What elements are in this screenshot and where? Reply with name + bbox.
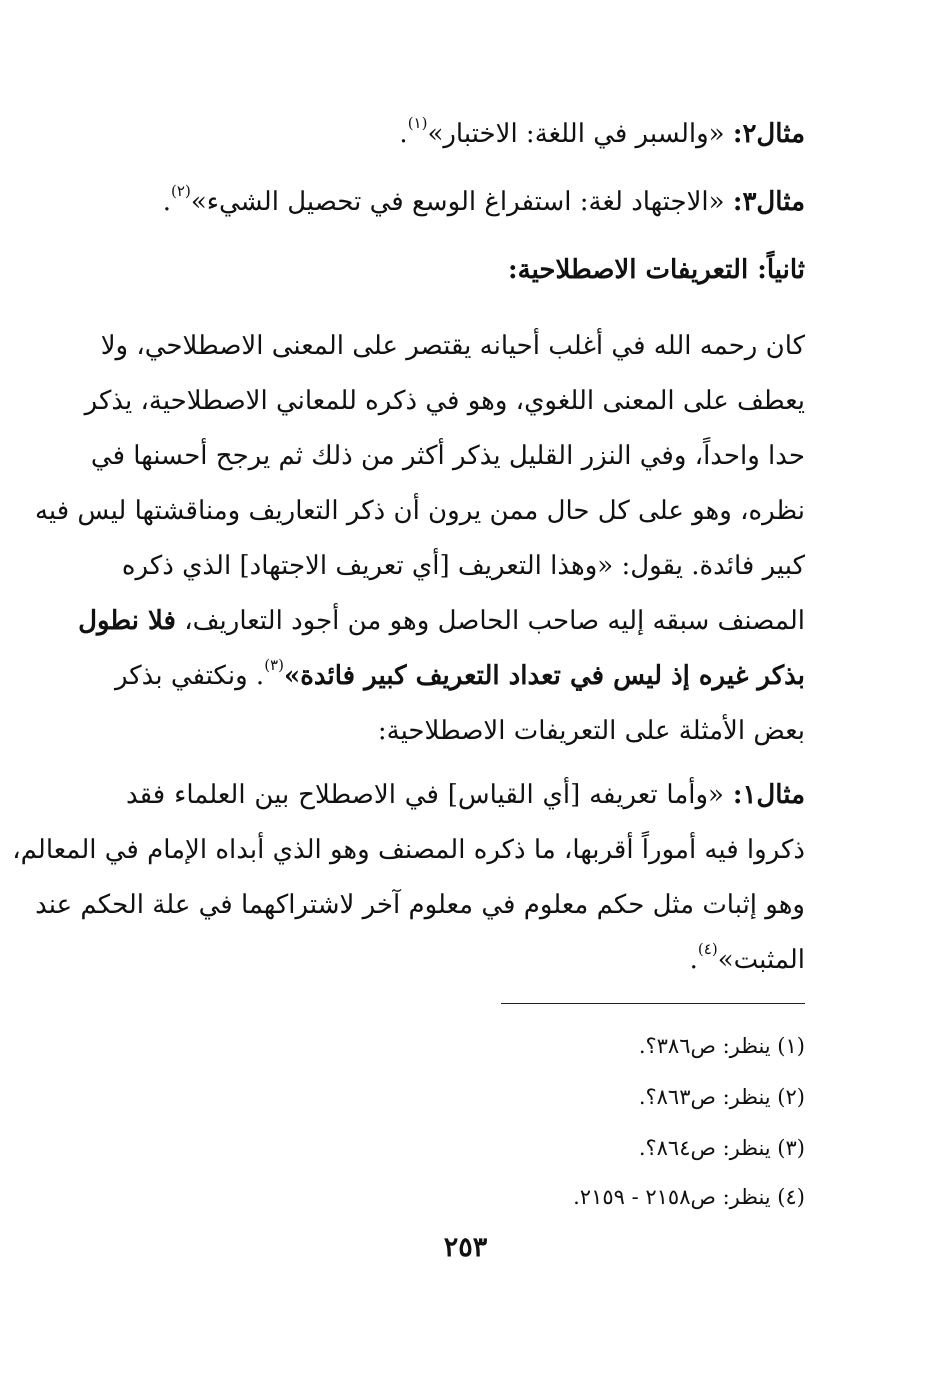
example-text: «والسبر في اللغة: الاختبار» bbox=[427, 119, 733, 149]
example-text: «الاجتهاد لغة: استفراغ الوسع في تحصيل الشيء» bbox=[190, 187, 733, 217]
example-1-line bbox=[126, 775, 805, 815]
paragraph-line bbox=[78, 601, 805, 641]
example-label: مثال٢ bbox=[742, 119, 805, 149]
example-sep: : bbox=[732, 780, 743, 810]
paragraph-text: المصنف سبقه إليه صاحب الحاصل وهو من أجود التعاريف، bbox=[175, 606, 805, 636]
footnote: (١) ينظر: ص٣٨٦؟. bbox=[638, 1034, 805, 1058]
example-tail: . bbox=[162, 187, 172, 217]
footnote-separator bbox=[501, 1003, 805, 1004]
paragraph-line: حدا واحداً، وفي النزر القليل يذكر أكثر من ذلك ثم يرجح أحسنها في bbox=[90, 441, 805, 471]
footnote-ref: (٣) bbox=[264, 656, 284, 675]
example-1-line: وهو إثبات مثل حكم معلوم في معلوم آخر لاشتراكهما في علة الحكم عند bbox=[35, 890, 805, 920]
paragraph-line bbox=[114, 656, 805, 696]
example-sep: : bbox=[732, 119, 743, 149]
footnote: (٢) ينظر: ص٨٦٣؟. bbox=[638, 1085, 805, 1109]
paragraph-line: يعطف على المعنى اللغوي، وهو في ذكره للمعاني الاصطلاحية، يذكر bbox=[84, 386, 805, 416]
example-1-line: ذكروا فيه أموراً أقربها، ما ذكره المصنف وهو الذي أبداه الإمام في المعالم، bbox=[12, 835, 805, 865]
paragraph-line: كبير فائدة. يقول: «وهذا التعريف [أي تعريف الاجتهاد] الذي ذكره bbox=[121, 551, 805, 581]
section-heading: ثانياً: التعريفات الاصطلاحية: bbox=[508, 255, 805, 285]
example-label: مثال١ bbox=[742, 780, 805, 810]
footnote: (٣) ينظر: ص٨٦٤؟. bbox=[638, 1136, 805, 1160]
example-2-line bbox=[126, 114, 805, 154]
paragraph-line: نظره، وهو على كل حال ممن يرون أن ذكر التعاريف ومناقشتها ليس فيه bbox=[34, 496, 805, 526]
paragraph-emphasis: بذكر غيره إذ ليس في تعداد التعريف كبير فائدة» bbox=[283, 661, 805, 691]
footnote-ref: (٤) bbox=[697, 940, 718, 959]
example-label: مثال٣ bbox=[742, 187, 805, 217]
paragraph-text: . ونكتفي بذكر bbox=[114, 661, 265, 691]
page-number: ٢٥٣ bbox=[443, 1232, 488, 1263]
example-tail: . bbox=[399, 119, 408, 149]
paragraph-emphasis: فلا نطول bbox=[78, 606, 176, 636]
footnote-ref: (١) bbox=[407, 114, 428, 133]
footnote-ref: (٢) bbox=[171, 182, 191, 201]
paragraph-line: بعض الأمثلة على التعريفات الاصطلاحية: bbox=[377, 716, 805, 746]
example-sep: : bbox=[732, 187, 743, 217]
example-text: المثبت» bbox=[717, 945, 805, 975]
example-tail: . bbox=[689, 945, 698, 975]
example-1-line bbox=[126, 940, 805, 980]
example-3-line bbox=[126, 182, 805, 222]
paragraph-line: كان رحمه الله في أغلب أحيانه يقتصر على المعنى الاصطلاحي، ولا bbox=[100, 331, 805, 361]
example-text: «وأما تعريفه [أي القياس] في الاصطلاح بين العلماء فقد bbox=[126, 780, 733, 810]
footnote: (٤) ينظر: ص٢١٥٨ - ٢١٥٩. bbox=[573, 1185, 805, 1209]
